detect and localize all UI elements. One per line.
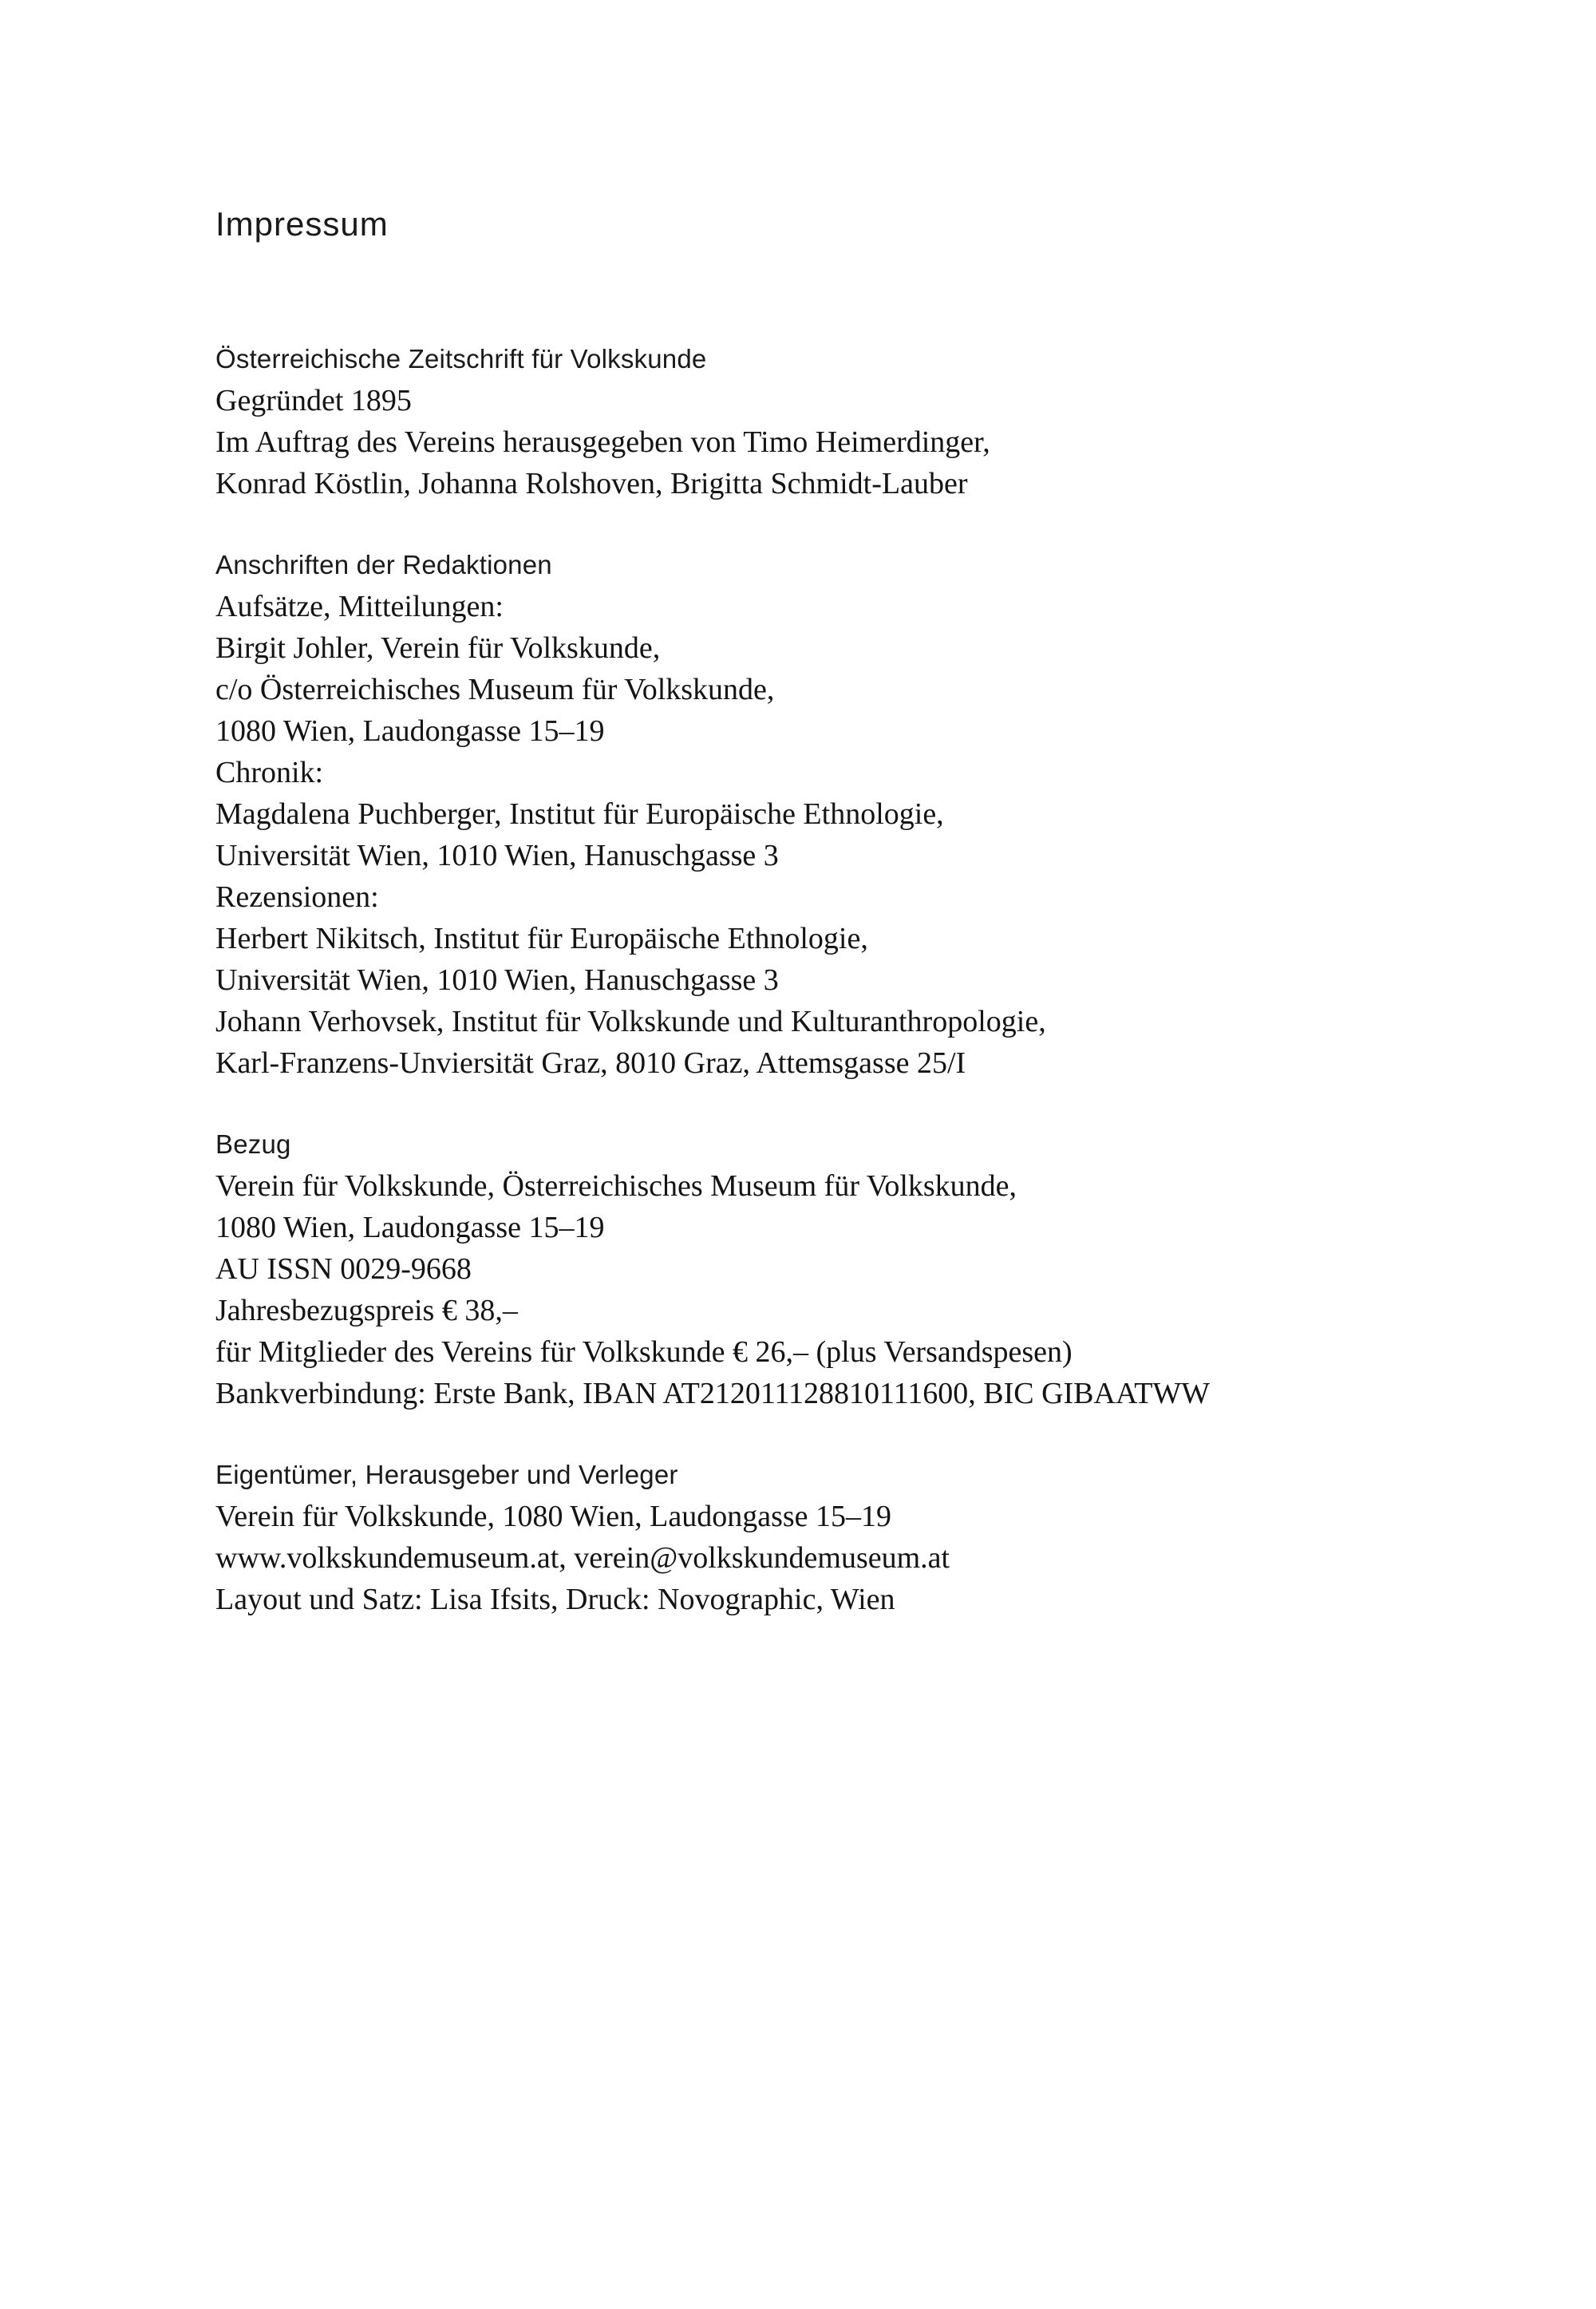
text-line: 1080 Wien, Laudongasse 15–19 (215, 714, 605, 748)
text-line: AU ISSN 0029-9668 (215, 1252, 472, 1286)
text-line: Konrad Köstlin, Johanna Rolshoven, Brigitta Schmidt-Lauber (215, 467, 968, 500)
subscription-heading: Bezug (215, 1129, 291, 1159)
text-line: Bankverbindung: Erste Bank, IBAN AT212011128810111600, BIC GIBAATWW (215, 1377, 1211, 1410)
text-line: Jahresbezugspreis € 38,– (215, 1294, 518, 1327)
editorial-addresses-heading: Anschriften der Redaktionen (215, 550, 552, 579)
section-editorial-addresses (215, 544, 1460, 1084)
text-line: 1080 Wien, Laudongasse 15–19 (215, 1211, 605, 1244)
text-line: Gegründet 1895 (215, 384, 412, 417)
text-line: c/o Österreichisches Museum für Volkskunde, (215, 673, 775, 706)
text-line: Universität Wien, 1010 Wien, Hanuschgasse 3 (215, 839, 779, 872)
impressum-content (215, 204, 1460, 1660)
text-line: Aufsätze, Mitteilungen: (215, 590, 504, 623)
text-line: Karl-Franzens-Unviersität Graz, 8010 Graz, Attemsgasse 25/I (215, 1046, 966, 1080)
text-line: Magdalena Puchberger, Institut für Europäische Ethnologie, (215, 797, 944, 831)
text-line: Universität Wien, 1010 Wien, Hanuschgasse 3 (215, 963, 779, 997)
text-line: für Mitglieder des Vereins für Volkskunde € 26,– (plus Versandspesen) (215, 1335, 1073, 1369)
text-line: Layout und Satz: Lisa Ifsits, Druck: Novographic, Wien (215, 1583, 895, 1616)
text-line: Herbert Nikitsch, Institut für Europäische Ethnologie, (215, 922, 868, 955)
text-line: Johann Verhovsek, Institut für Volkskunde und Kulturanthropologie, (215, 1005, 1046, 1038)
text-line: Rezensionen: (215, 880, 379, 914)
text-line: www.volkskundemuseum.at, verein@volkskundemuseum.at (215, 1541, 950, 1575)
text-line: Im Auftrag des Vereins herausgegeben von Timo Heimerdinger, (215, 425, 990, 459)
owner-publisher-heading: Eigentümer, Herausgeber und Verleger (215, 1460, 678, 1489)
text-line: Birgit Johler, Verein für Volkskunde, (215, 631, 661, 665)
section-owner-publisher (215, 1454, 1460, 1620)
section-subscription (215, 1124, 1460, 1414)
text-line: Chronik: (215, 756, 324, 789)
page-title: Impressum (215, 205, 389, 243)
section-journal (215, 338, 1460, 504)
journal-title-heading: Österreichische Zeitschrift für Volkskunde (215, 344, 707, 374)
text-line: Verein für Volkskunde, Österreichisches Museum für Volkskunde, (215, 1169, 1017, 1203)
text-line: Verein für Volkskunde, 1080 Wien, Laudongasse 15–19 (215, 1500, 892, 1533)
